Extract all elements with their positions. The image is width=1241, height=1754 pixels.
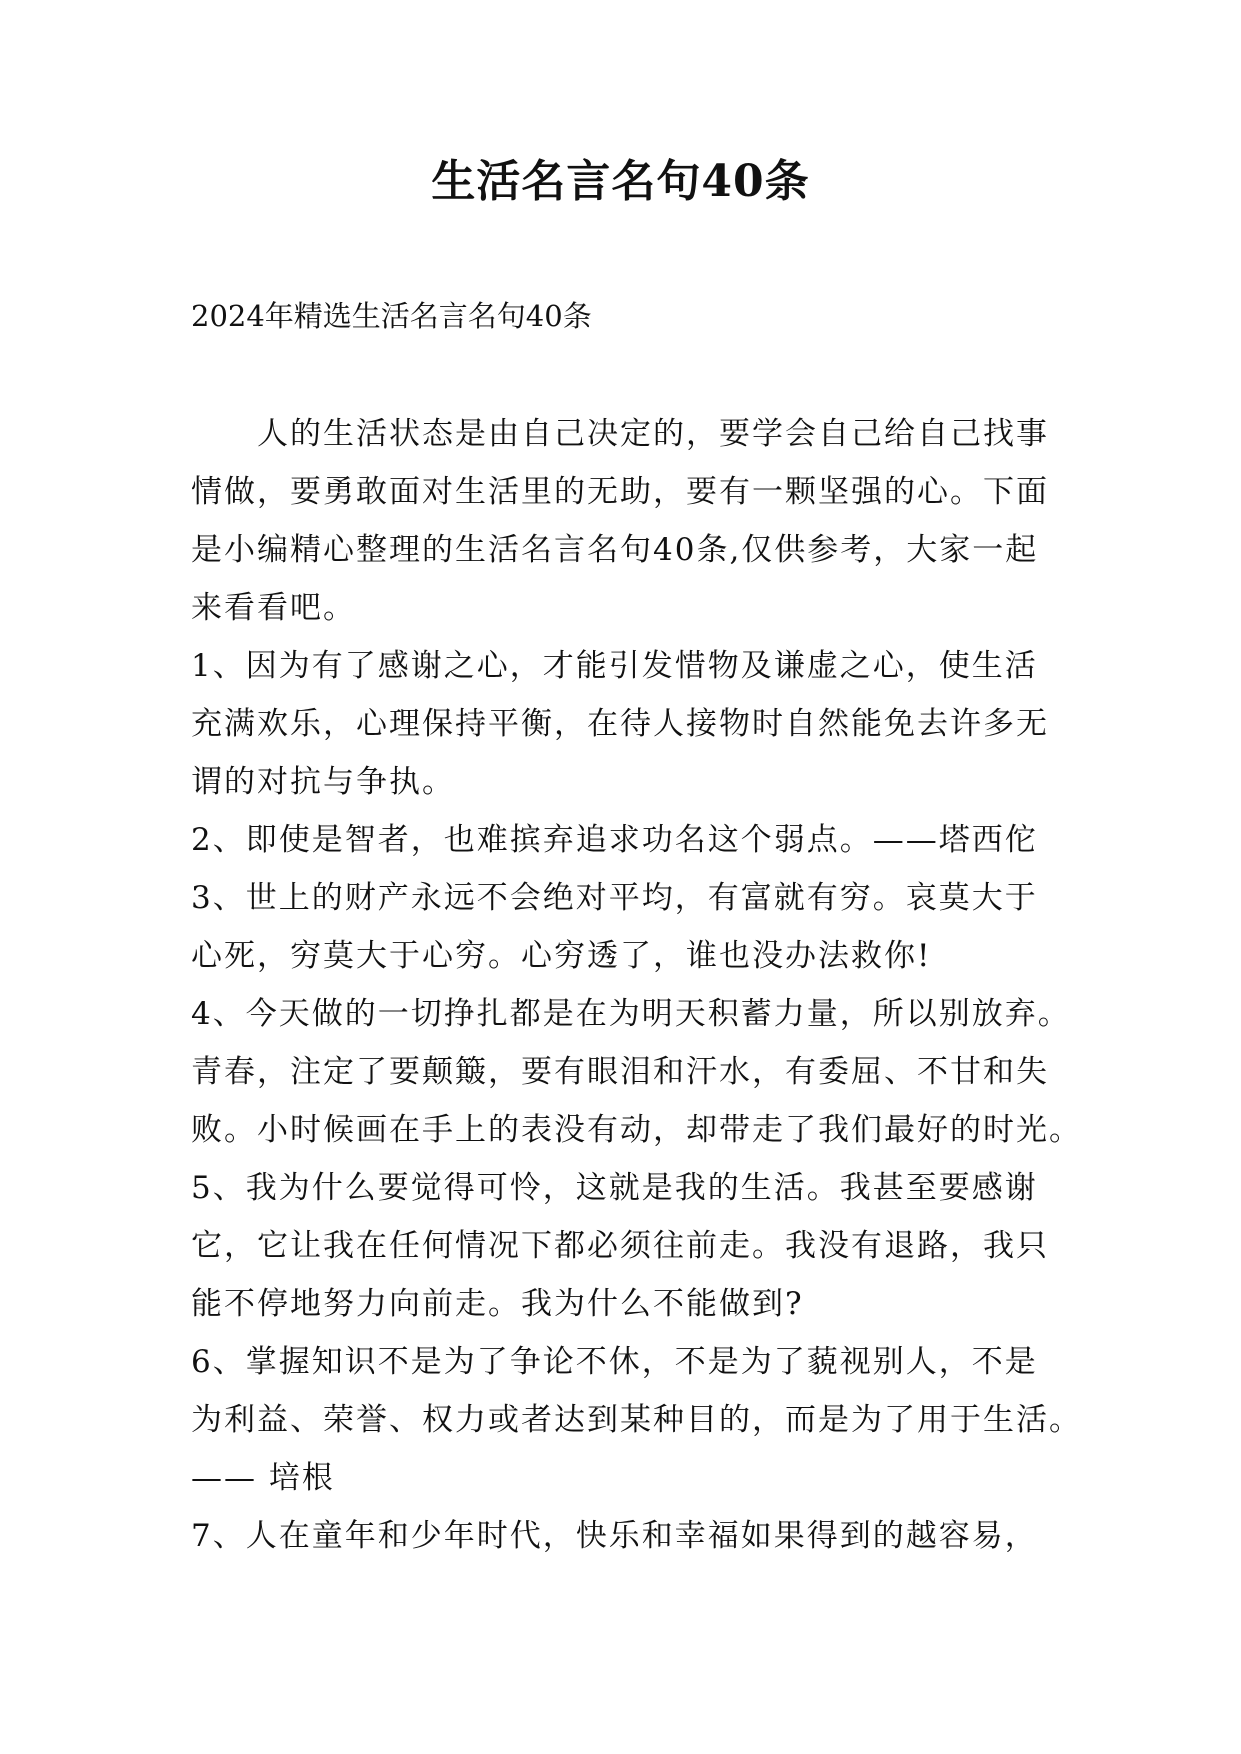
text-line: 心死，穷莫大于心穷。心穷透了，谁也没办法救你! xyxy=(191,938,932,974)
text-line: 1、因为有了感谢之心，才能引发惜物及谦虚之心，使生活 xyxy=(191,648,1038,684)
text-line: 来看看吧。 xyxy=(191,590,356,626)
text-line: —— 培根 xyxy=(191,1460,335,1496)
text-line: 2、即使是智者，也难摈弃追求功名这个弱点。——塔西佗 xyxy=(191,822,1038,858)
text-line: 是小编精心整理的生活名言名句40条,仅供参考，大家一起 xyxy=(191,532,1039,568)
text-line: 谓的对抗与争执。 xyxy=(191,764,455,800)
text-line: 7、人在童年和少年时代，快乐和幸福如果得到的越容易， xyxy=(191,1518,1038,1554)
text-line: 它，它让我在任何情况下都必须往前走。我没有退路，我只 xyxy=(191,1228,1049,1264)
text-line: 5、我为什么要觉得可怜，这就是我的生活。我甚至要感谢 xyxy=(191,1170,1038,1206)
text-line: 充满欢乐，心理保持平衡，在待人接物时自然能免去许多无 xyxy=(191,706,1049,742)
text-line: 3、世上的财产永远不会绝对平均，有富就有穷。哀莫大于 xyxy=(191,880,1038,916)
text-line: 能不停地努力向前走。我为什么不能做到? xyxy=(191,1286,804,1322)
text-line: 为利益、荣誉、权力或者达到某种目的，而是为了用于生活。 xyxy=(191,1402,1082,1438)
subtitle: 2024年精选生活名言名句40条 xyxy=(191,299,592,333)
text-line: 6、掌握知识不是为了争论不休，不是为了藐视别人，不是 xyxy=(191,1344,1038,1380)
text-line: 人的生活状态是由自己决定的，要学会自己给自己找事 xyxy=(191,416,1049,452)
text-line: 青春，注定了要颠簸，要有眼泪和汗水，有委屈、不甘和失 xyxy=(191,1054,1049,1090)
text-line: 4、今天做的一切挣扎都是在为明天积蓄力量，所以别放弃。 xyxy=(191,996,1071,1032)
body-text xyxy=(191,405,1082,1565)
text-line: 败。小时候画在手上的表没有动，却带走了我们最好的时光。 xyxy=(191,1112,1082,1148)
page-title: 生活名言名句40条 xyxy=(431,156,810,207)
text-line: 情做，要勇敢面对生活里的无助，要有一颗坚强的心。下面 xyxy=(191,474,1049,510)
